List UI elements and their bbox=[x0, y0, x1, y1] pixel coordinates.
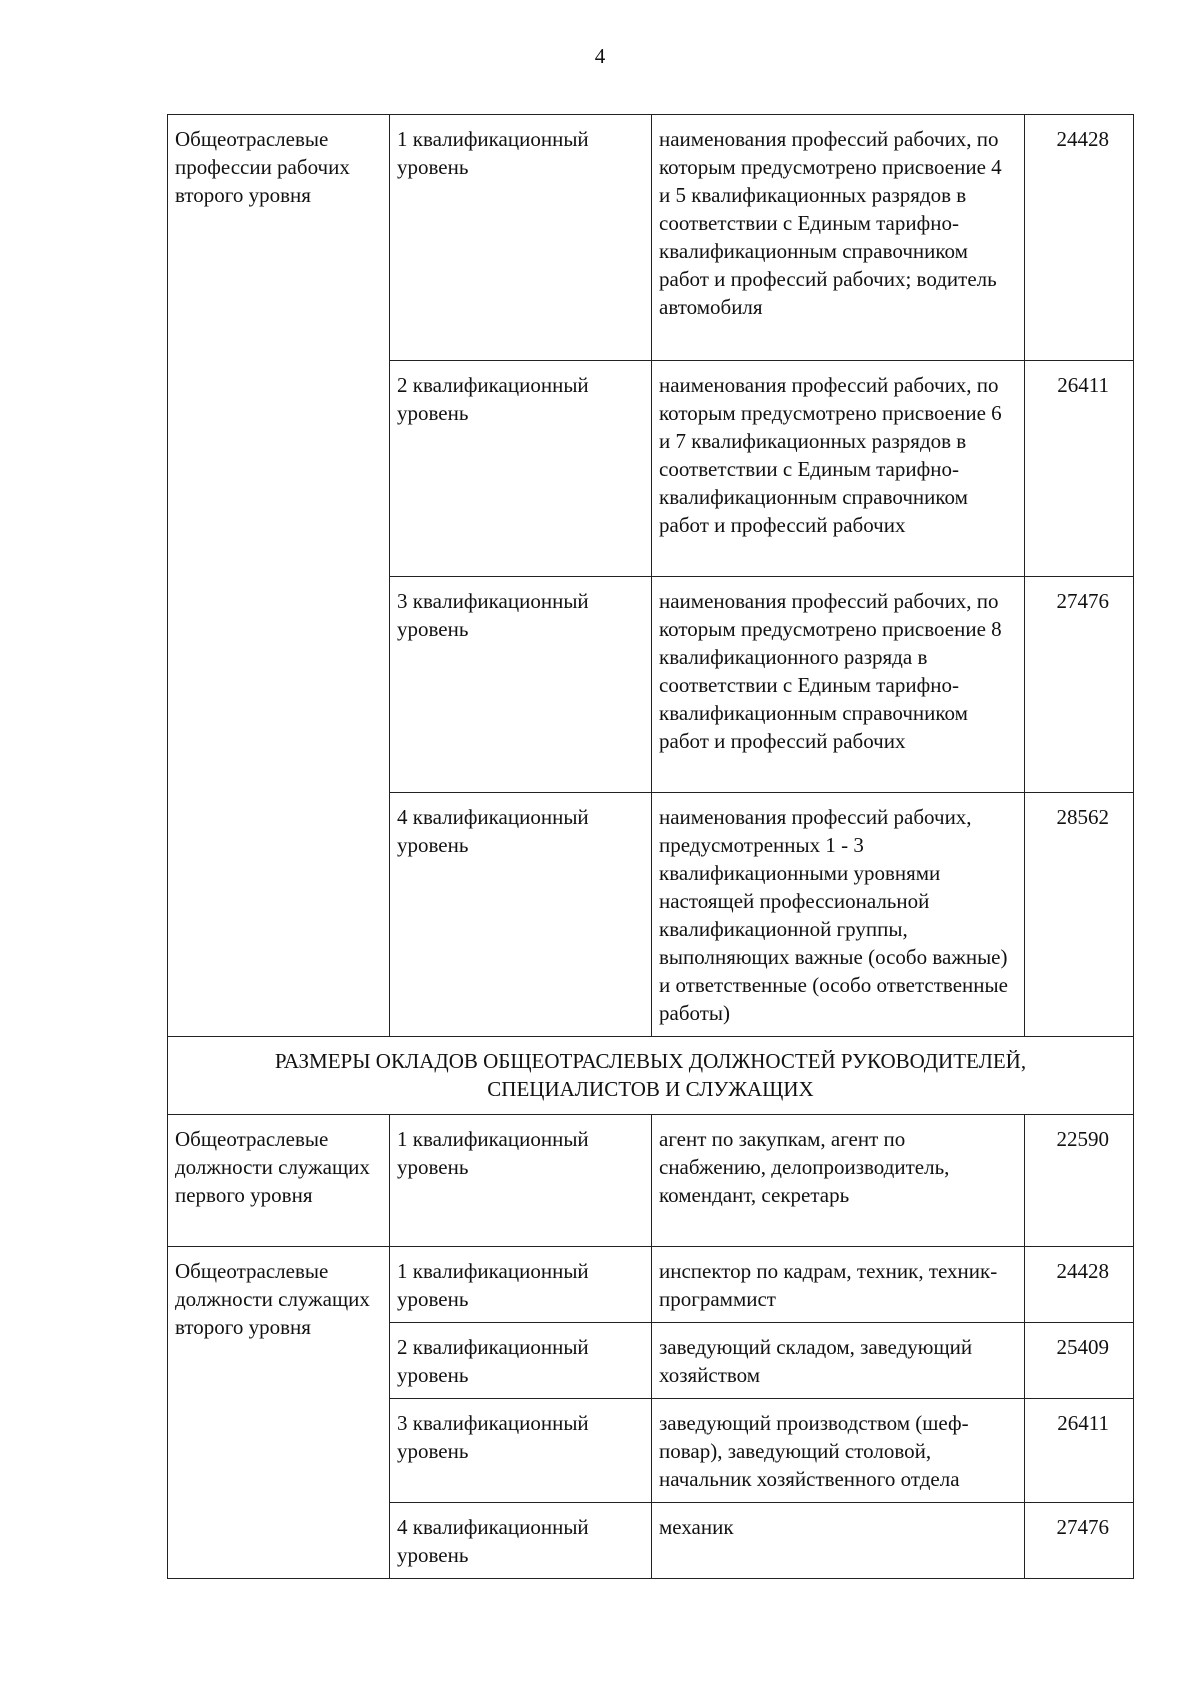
level-cell: 3 квалификационный уровень bbox=[390, 577, 652, 793]
amount-cell: 25409 bbox=[1025, 1323, 1134, 1399]
group-cell: Общеотраслевые должности служащих второго уровня bbox=[168, 1247, 390, 1579]
amount-cell: 27476 bbox=[1025, 1503, 1134, 1579]
description-cell: агент по закупкам, агент по снабжению, делопроизводитель, комендант, секретарь bbox=[652, 1115, 1025, 1247]
group-cell: Общеотраслевые профессии рабочих второго уровня bbox=[168, 115, 390, 1037]
group-cell: Общеотраслевые должности служащих первого уровня bbox=[168, 1115, 390, 1247]
level-cell: 1 квалификационный уровень bbox=[390, 1115, 652, 1247]
description-cell: механик bbox=[652, 1503, 1025, 1579]
table-row bbox=[168, 1115, 1134, 1247]
amount-cell: 28562 bbox=[1025, 793, 1134, 1037]
level-cell: 3 квалификационный уровень bbox=[390, 1399, 652, 1503]
description-cell: наименования профессий рабочих, по которым предусмотрено присвоение 6 и 7 квалификационных разрядов в соответствии с Единым тарифно-квалификационным справочником работ и профессий рабочих bbox=[652, 361, 1025, 577]
description-cell: инспектор по кадрам, техник, техник-программист bbox=[652, 1247, 1025, 1323]
table-row bbox=[168, 1247, 1134, 1323]
amount-cell: 24428 bbox=[1025, 115, 1134, 361]
section-heading: РАЗМЕРЫ ОКЛАДОВ ОБЩЕОТРАСЛЕВЫХ ДОЛЖНОСТЕЙ РУКОВОДИТЕЛЕЙ, СПЕЦИАЛИСТОВ И СЛУЖАЩИХ bbox=[168, 1037, 1134, 1115]
page-number: 4 bbox=[594, 44, 606, 68]
description-cell: заведующий складом, заведующий хозяйством bbox=[652, 1323, 1025, 1399]
level-cell: 4 квалификационный уровень bbox=[390, 793, 652, 1037]
level-cell: 1 квалификационный уровень bbox=[390, 1247, 652, 1323]
amount-cell: 22590 bbox=[1025, 1115, 1134, 1247]
description-cell: наименования профессий рабочих, по которым предусмотрено присвоение 8 квалификационного разряда в соответствии с Единым тарифно-квалификационным справочником работ и профессий рабочих bbox=[652, 577, 1025, 793]
amount-cell: 26411 bbox=[1025, 361, 1134, 577]
level-cell: 2 квалификационный уровень bbox=[390, 361, 652, 577]
level-cell: 2 квалификационный уровень bbox=[390, 1323, 652, 1399]
amount-cell: 26411 bbox=[1025, 1399, 1134, 1503]
level-cell: 1 квалификационный уровень bbox=[390, 115, 652, 361]
level-cell: 4 квалификационный уровень bbox=[390, 1503, 652, 1579]
salary-table bbox=[167, 114, 1134, 1579]
table-row bbox=[168, 1037, 1134, 1115]
description-cell: наименования профессий рабочих, предусмотренных 1 - 3 квалификационными уровнями настоящей профессиональной квалификационной группы, выполняющих важные (особо важные) и ответственные (особо ответственные работы) bbox=[652, 793, 1025, 1037]
amount-cell: 24428 bbox=[1025, 1247, 1134, 1323]
amount-cell: 27476 bbox=[1025, 577, 1134, 793]
table-row bbox=[168, 115, 1134, 361]
description-cell: наименования профессий рабочих, по которым предусмотрено присвоение 4 и 5 квалификационных разрядов в соответствии с Единым тарифно-квалификационным справочником работ и профессий рабочих; водитель автомобиля bbox=[652, 115, 1025, 361]
description-cell: заведующий производством (шеф-повар), заведующий столовой, начальник хозяйственного отдела bbox=[652, 1399, 1025, 1503]
